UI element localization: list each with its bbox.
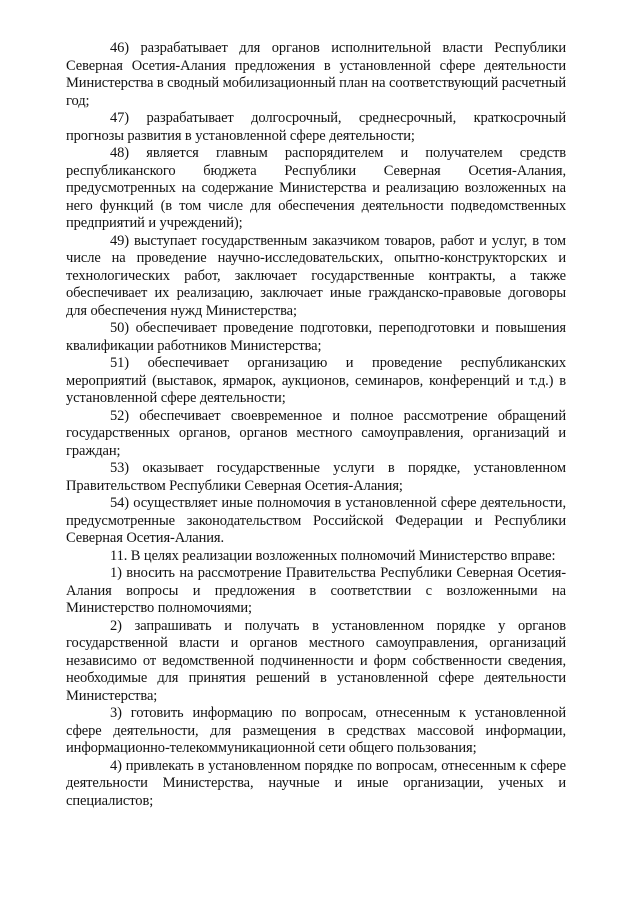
paragraph-item-51: 51) обеспечивает организацию и проведение республиканских мероприятий (выставок, ярмарок, аукционов, семинаров, конференций и т.д.) в установленной сфере деятельности; bbox=[66, 355, 566, 406]
paragraph-item-54: 54) осуществляет иные полномочия в установленной сфере деятельности, предусмотренные законодательством Российской Федерации и Республики Северная Осетия-Алания. bbox=[66, 495, 566, 546]
paragraph-right-3: 3) готовить информацию по вопросам, отнесенным к установленной сфере деятельности, для размещения в средствах массовой информации, информационно-телекоммуникационной сети общего пользования; bbox=[66, 705, 566, 756]
paragraph-right-2: 2) запрашивать и получать в установленном порядке у органов государственной власти и органов местного самоуправления, организаций независимо от ведомственной подчиненности и форм собственности сведения, необходимые для принятия решений в установленной сфере деятельности Министерства; bbox=[66, 617, 566, 704]
paragraph-item-49: 49) выступает государственным заказчиком товаров, работ и услуг, в том числе на проведение научно-исследовательских, опытно-конструкторских и технологических работ, заключает государственные контракты, а также обеспечивает их реализацию, заключает иные гражданско-правовые договоры для обеспечения нужд Министерства; bbox=[66, 232, 566, 319]
paragraph-clause-11: 11. В целях реализации возложенных полномочий Министерство вправе: bbox=[110, 547, 556, 564]
paragraph-right-1: 1) вносить на рассмотрение Правительства Республики Северная Осетия-Алания вопросы и предложения в соответствии с возложенными на Министерство полномочиями; bbox=[66, 565, 566, 616]
paragraph-right-4: 4) привлекать в установленном порядке по вопросам, отнесенным к сфере деятельности Министерства, научные и иные организации, ученых и специалистов; bbox=[66, 757, 566, 809]
paragraph-item-46: 46) разрабатывает для органов исполнительной власти Республики Северная Осетия-Алания предложения в установленной сфере деятельности Министерства в сводный мобилизационный план на соответствующий расчетный год; bbox=[66, 40, 566, 109]
paragraph-item-53: 53) оказывает государственные услуги в порядке, установленном Правительством Республики Северная Осетия-Алания; bbox=[66, 460, 566, 494]
paragraph-item-47: 47) разрабатывает долгосрочный, среднесрочный, краткосрочный прогнозы развития в установленной сфере деятельности; bbox=[66, 110, 566, 144]
paragraph-item-48: 48) является главным распорядителем и получателем средств республиканского бюджета Республики Северная Осетия-Алания, предусмотренных на содержание Министерства и реализацию возложенных на него функций (в том числе для обеспечения деятельности подведомственных предприятий и учреждений); bbox=[66, 145, 566, 231]
paragraph-item-50: 50) обеспечивает проведение подготовки, переподготовки и повышения квалификации работников Министерства; bbox=[66, 320, 566, 354]
paragraph-item-52: 52) обеспечивает своевременное и полное рассмотрение обращений государственных органов, органов местного самоуправления, организаций и граждан; bbox=[66, 407, 566, 459]
document-body bbox=[66, 40, 566, 810]
